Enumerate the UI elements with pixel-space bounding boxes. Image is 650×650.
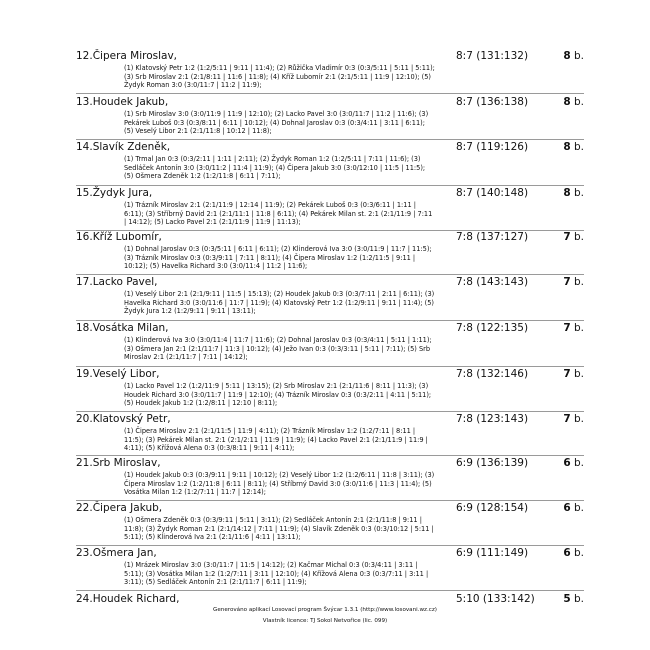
- points-value: 6: [563, 457, 571, 469]
- match-score: 5:10 (133:142): [456, 593, 535, 605]
- entry-header: [76, 96, 584, 109]
- game-results: (1) Trázník Miroslav 2:1 (2:1/11:9 | 12:14 | 11:9); (2) Pekárek Luboš 0:3 (0:3/6:11 | 1:11 | 6:11); (3) Stříbrný David 2:1 (2:1/11:1 | 11:8 | 6:11); (4) Pekárek Milan st. 2:1 (2:1/11:9 | 7:11 | 14:12); (5) Lacko Pavel 2:1 (2:1/11:9 | 11:9 | 11:13);: [124, 201, 433, 227]
- match-score: 7:8 (132:146): [456, 368, 529, 380]
- points: [563, 50, 584, 63]
- game-results: (1) Veselý Libor 2:1 (2:1/9:11 | 11:5 | 15:13); (2) Houdek Jakub 0:3 (0:3/7:11 | 2:11 | 6:11); (3) Havelka Richard 3:0 (3:0/11:6 | 11:7 | 11:9); (4) Klatovský Petr 1:2 (1:2/9:11 | 9:11 | 11:4); (5) Žydyk Jura 1:2 (1:2/9:11 | 9:11 | 13:11);: [124, 290, 435, 316]
- game-results: (1) Houdek Jakub 0:3 (0:3/9:11 | 9:11 | 10:12); (2) Veselý Libor 1:2 (1:2/6:11 | 11:8 | 3:11); (3) Čipera Miroslav 1:2 (1:2/11:8 | 6:11 | 8:11); (4) Stříbrný David 3:0 (3:0/11:6 | 11:3 | 11:4); (5) Vosátka Milan 1:2 (1:2/7:11 | 11:7 | 12:14);: [124, 471, 435, 497]
- points: [563, 547, 584, 560]
- points-value: 7: [563, 231, 571, 243]
- player-entry: [76, 413, 584, 456]
- points-unit: b.: [573, 413, 584, 425]
- match-score: 6:9 (111:149): [456, 547, 529, 559]
- points-value: 7: [563, 368, 571, 380]
- match-score: 8:7 (140:148): [456, 187, 529, 199]
- points-value: 8: [563, 50, 571, 62]
- match-score: 7:8 (143:143): [456, 276, 529, 288]
- points-value: 8: [563, 187, 571, 199]
- match-score: 6:9 (128:154): [456, 502, 529, 514]
- entry-header: [76, 322, 584, 335]
- player-name: 22.Čipera Jakub,: [76, 502, 163, 514]
- game-results: (1) Ošmera Zdeněk 0:3 (0:3/9:11 | 5:11 | 3:11); (2) Sedláček Antonín 2:1 (2:1/11:8 | 9:11 | 11:8); (3) Žydyk Roman 2:1 (2:1/14:12 | 7:11 | 11:9); (4) Slavík Zdeněk 0:3 (0:3/10:12 | 5:11 | 5:11); (5) Klinderová Iva 2:1 (2:1/11:6 | 4:11 | 13:11);: [124, 516, 434, 542]
- player-entry: [76, 50, 584, 94]
- player-entry: [76, 502, 584, 546]
- points-unit: b.: [573, 502, 584, 514]
- entry-header: [76, 276, 584, 289]
- points: [563, 187, 584, 200]
- entry-header: [76, 457, 584, 470]
- points: [563, 231, 584, 244]
- player-name: 19.Veselý Libor,: [76, 368, 160, 380]
- player-entry: [76, 276, 584, 321]
- entry-header: [76, 413, 584, 426]
- points: [563, 413, 584, 426]
- points-unit: b.: [573, 457, 584, 469]
- points-value: 7: [563, 413, 571, 425]
- points-unit: b.: [573, 141, 584, 153]
- player-name: 13.Houdek Jakub,: [76, 96, 169, 108]
- player-entry: [76, 96, 584, 140]
- points-value: 8: [563, 141, 571, 153]
- points-value: 6: [563, 502, 571, 514]
- points-unit: b.: [573, 322, 584, 334]
- points-value: 6: [563, 547, 571, 559]
- player-name: 21.Srb Miroslav,: [76, 457, 161, 469]
- game-results: (1) Lacko Pavel 1:2 (1:2/11:9 | 5:11 | 13:15); (2) Srb Miroslav 2:1 (2:1/11:6 | 8:11 | 11:3); (3) Houdek Richard 3:0 (3:0/11:7 | 11:9 | 12:10); (4) Trázník Miroslav 0:3 (0:3/2:11 | 4:11 | 5:11); (5) Houdek Jakub 1:2 (1:2/8:11 | 12:10 | 8:11);: [124, 382, 432, 408]
- points: [563, 593, 584, 606]
- footer-generated: Generováno aplikací Losovací program Švýcar 1.3.1 (http://www.losovani.wz.cz): [213, 607, 437, 613]
- game-results: (1) Klatovský Petr 1:2 (1:2/5:11 | 9:11 | 11:4); (2) Růžička Vladimír 0:3 (0:3/5:11 | 5:11 | 5:11); (3) Srb Miroslav 2:1 (2:1/8:11 | 11:6 | 11:8); (4) Kříž Lubomír 2:1 (2:1/5:11 | 11:9 | 12:10); (5) Žydyk Roman 3:0 (3:0/11:7 | 11:2 | 11:9);: [124, 64, 435, 90]
- points-value: 8: [563, 96, 571, 108]
- points: [563, 96, 584, 109]
- points-unit: b.: [573, 547, 584, 559]
- points-unit: b.: [573, 96, 584, 108]
- entry-header: [76, 593, 584, 606]
- points: [563, 322, 584, 335]
- player-entry: [76, 593, 584, 607]
- entry-header: [76, 547, 584, 560]
- player-name: 24.Houdek Richard,: [76, 593, 180, 605]
- points-unit: b.: [573, 231, 584, 243]
- player-name: 20.Klatovský Petr,: [76, 413, 171, 425]
- points: [563, 141, 584, 154]
- points: [563, 457, 584, 470]
- points-value: 5: [563, 593, 571, 605]
- match-score: 8:7 (136:138): [456, 96, 529, 108]
- match-score: 7:8 (123:143): [456, 413, 529, 425]
- match-score: 6:9 (136:139): [456, 457, 529, 469]
- entry-header: [76, 50, 584, 63]
- points-unit: b.: [573, 276, 584, 288]
- player-name: 18.Vosátka Milan,: [76, 322, 169, 334]
- player-entry: [76, 141, 584, 186]
- game-results: (1) Dohnal Jaroslav 0:3 (0:3/5:11 | 6:11 | 6:11); (2) Klinderová Iva 3:0 (3:0/11:9 | 11:7 | 11:5); (3) Trázník Miroslav 0:3 (0:3/9:11 | 7:11 | 8:11); (4) Čipera Miroslav 1:2 (1:2/11:5 | 9:11 | 10:12); (5) Havelka Richard 3:0 (3:0/11:4 | 11:2 | 11:6);: [124, 245, 432, 271]
- match-score: 8:7 (119:126): [456, 141, 529, 153]
- entry-header: [76, 141, 584, 154]
- points-value: 7: [563, 276, 571, 288]
- game-results: (1) Mrázek Miroslav 3:0 (3:0/11:7 | 11:5 | 14:12); (2) Kačmar Michal 0:3 (0:3/4:11 | 3:11 | 5:11); (3) Vosátka Milan 1:2 (1:2/7:11 | 3:11 | 12:10); (4) Křížová Alena 0:3 (0:3/7:11 | 3:11 | 3:11); (5) Sedláček Antonín 2:1 (2:1/11:7 | 6:11 | 11:9);: [124, 561, 429, 587]
- game-results: (1) Klinderová Iva 3:0 (3:0/11:4 | 11:7 | 11:6); (2) Dohnal Jaroslav 0:3 (0:3/4:11 | 5:11 | 1:11); (3) Ošmera Jan 2:1 (2:1/11:7 | 11:3 | 10:12); (4) Ježo Ivan 0:3 (0:3/3:11 | 5:11 | 7:11); (5) Srb Miroslav 2:1 (2:1/11:7 | 7:11 | 14:12);: [124, 336, 432, 362]
- match-score: 7:8 (137:127): [456, 231, 529, 243]
- points-unit: b.: [573, 50, 584, 62]
- player-name: 14.Slavík Zdeněk,: [76, 141, 171, 153]
- player-name: 23.Ošmera Jan,: [76, 547, 157, 559]
- player-entry: [76, 547, 584, 591]
- points: [563, 502, 584, 515]
- match-score: 8:7 (131:132): [456, 50, 529, 62]
- entry-header: [76, 368, 584, 381]
- player-entry: [76, 368, 584, 412]
- game-results: (1) Srb Miroslav 3:0 (3:0/11:9 | 11:9 | 12:10); (2) Lacko Pavel 3:0 (3:0/11:7 | 11:2 | 11:6); (3) Pekárek Luboš 0:3 (0:3/8:11 | 6:11 | 10:12); (4) Dohnal Jaroslav 0:3 (0:3/4:11 | 3:11 | 6:11); (5) Veselý Libor 2:1 (2:1/11:8 | 10:12 | 11:8);: [124, 110, 429, 136]
- player-entry: [76, 322, 584, 367]
- points-unit: b.: [573, 593, 584, 605]
- entry-header: [76, 231, 584, 244]
- points: [563, 276, 584, 289]
- points-value: 7: [563, 322, 571, 334]
- points: [563, 368, 584, 381]
- player-name: 16.Kříž Lubomír,: [76, 231, 162, 243]
- player-entry: [76, 457, 584, 501]
- points-unit: b.: [573, 368, 584, 380]
- game-results: (1) Čipera Miroslav 2:1 (2:1/11:5 | 11:9 | 4:11); (2) Trázník Miroslav 1:2 (1:2/7:11 | 8:11 | 11:5); (3) Pekárek Milan st. 2:1 (2:1/2:11 | 11:9 | 11:9); (4) Lacko Pavel 2:1 (2:1/11:9 | 11:9 | 4:11); (5) Křížová Alena 0:3 (0:3/8:11 | 9:11 | 4:11);: [124, 427, 428, 453]
- player-name: 17.Lacko Pavel,: [76, 276, 158, 288]
- player-entry: [76, 231, 584, 275]
- player-name: 12.Čipera Miroslav,: [76, 50, 178, 62]
- entry-header: [76, 502, 584, 515]
- game-results: (1) Trmal Jan 0:3 (0:3/2:11 | 1:11 | 2:11); (2) Žydyk Roman 1:2 (1:2/5:11 | 7:11 | 11:6); (3) Sedláček Antonín 3:0 (3:0/11:2 | 11:4 | 11:9); (4) Čipera Jakub 3:0 (3:0/12:10 | 11:5 | 11:5); (5) Ošmera Zdeněk 1:2 (1:2/11:8 | 6:11 | 7:11);: [124, 155, 426, 181]
- entry-header: [76, 187, 584, 200]
- player-entry: [76, 187, 584, 231]
- match-score: 7:8 (122:135): [456, 322, 529, 334]
- points-unit: b.: [573, 187, 584, 199]
- footer-license: Vlastník licence: TJ Sokol Netvořice (lic. 099): [262, 618, 388, 624]
- player-name: 15.Žydyk Jura,: [76, 187, 153, 199]
